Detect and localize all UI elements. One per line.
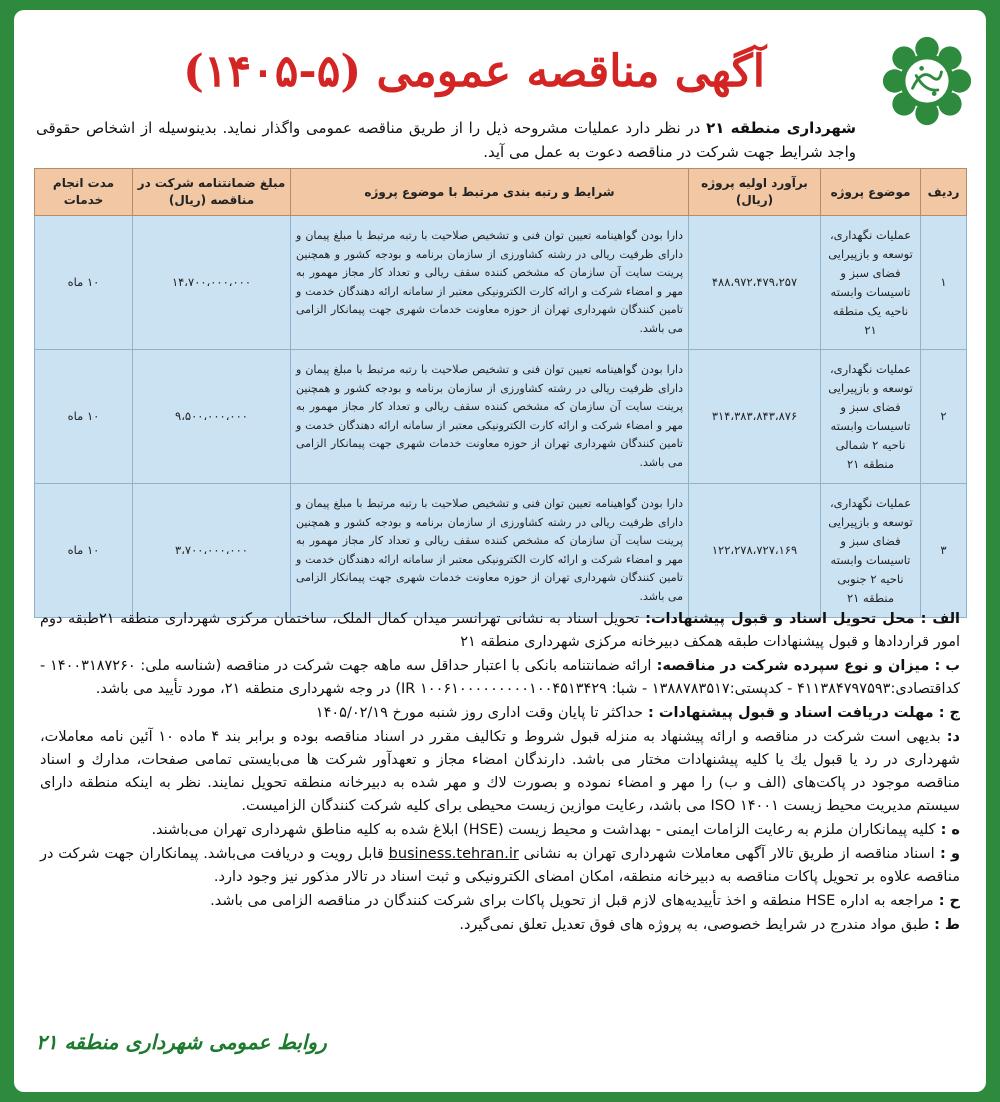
header-duration: مدت انجام خدمات <box>35 169 133 216</box>
section-dal-text: بدیهی است شرکت در مناقصه و ارائه پیشنهاد به منزله قبول شروط و تکالیف مقرر در اسناد مناقصه بوده و برابر بند ۴ ماده ۱۰ آئین نامه معاملات، شهرداری در رد یا قبول یك یا کلیه پیشنهادات مختار می باشد. دارندگان امضاء مجاز و تعهدآور شرکت ها می‌بایستی تمامی صفحات، مدارك و اسناد مناقصه موجود در پاکت‌های (الف و ب) را مهر و امضاء نموده و بصورت لاك و مهر شده به دبیرخانه منطقه تحویل نمایند. نظر به اینکه منطقه دارای سیستم مدیریت محیط زیست ISO ۱۴۰۰۱ می باشد، رعایت موازین زیست محیطی برای کلیه شرکت کنندگان الزامیست. <box>40 729 960 814</box>
section-ha-label: ح : <box>933 893 960 909</box>
section-dal-label: د: <box>940 729 960 745</box>
notice-title: آگهی مناقصه عمومی (۵-۱۴۰۵) <box>183 46 765 97</box>
section-alef <box>40 608 960 654</box>
header-estimate: برآورد اولیه پروژه (ریال) <box>689 169 821 216</box>
section-ta-text: طبق مواد مندرج در شرایط خصوصی، به پروژه های فوق تعدیل تعلق نمی‌گیرد. <box>459 917 930 933</box>
section-vav-text-before: اسناد مناقصه از طریق تالار آگهی معاملات شهرداری تهران به نشانی <box>518 846 935 862</box>
cell-row-number: ۲ <box>921 350 967 484</box>
section-ha <box>40 890 960 913</box>
section-be-text: ارائه ضمانتنامه بانکی با اعتبار حداقل سه ماهه جهت شرکت در مناقصه (شناسه ملی: ۱۴۰۰۳۱۸۷۲۶۰ - کداقتصادی:۴۱۱۳۸۴۷۹۷۵۹۳ - کدپستی:۱۳۸۸۷۸۳۵۱۷ - شبا: IR ۱۰۰۶۱۰۰۰۰۰۰۰۰۰۱۰۰۴۵۱۳۴۲۹) در وجه شهرداری منطقه ۲۱، مورد تأیید می باشد. <box>40 658 960 697</box>
public-relations-signature: روابط عمومی شهرداری منطقه ۲۱ <box>36 1030 327 1054</box>
cell-conditions: دارا بودن گواهینامه تعیین توان فنی و تشخیص صلاحیت با رتبه مرتبط با مبلغ پیمان و دارای ظرفیت ریالی در رشته کشاورزی از سازمان برنامه و بودجه کشور و همچنین پرینت سایت آن سازمان که مشخص کننده سقف ریالی و تعداد کار مجاز مهمور به مهر و امضاء شرکت و ارائه کارت الکترونیکی معتبر از سامانه ارائه دهندگان خدمت و تامین کنندگان شهرداری تهران از حوزه معاونت خدمات شهری جهت پیمانکار الزامی می باشد. <box>291 484 689 618</box>
notice-sections <box>40 608 960 938</box>
section-alef-label: الف : <box>914 611 961 627</box>
cell-duration: ۱۰ ماه <box>35 350 133 484</box>
cell-estimate: ۳۱۴،۳۸۳،۸۴۳،۸۷۶ <box>689 350 821 484</box>
cell-conditions: دارا بودن گواهینامه تعیین توان فنی و تشخیص صلاحیت با رتبه مرتبط با مبلغ پیمان و دارای ظرفیت ریالی در رشته کشاورزی از سازمان برنامه و بودجه کشور و همچنین پرینت سایت آن سازمان که مشخص کننده سقف ریالی و تعداد کار مجاز مهمور به مهر و امضاء شرکت و ارائه کارت الکترونیکی معتبر از سامانه ارائه دهندگان خدمت و تامین کنندگان شهرداری تهران از حوزه معاونت خدمات شهری جهت پیمانکار الزامی می باشد. <box>291 350 689 484</box>
cell-duration: ۱۰ ماه <box>35 216 133 350</box>
business-tehran-link[interactable]: business.tehran.ir <box>388 846 519 862</box>
section-alef-text: تحویل اسناد به نشانی تهرانسر میدان کمال الملک، ساختمان مرکزی شهرداری منطقه ۲۱طبقه دوم امور قراردادها و قبول پیشنهادات طبقه همکف دبیرخانه مرکزی شهرداری منطقه ۲۱ <box>40 611 960 650</box>
header-guarantee: مبلغ ضمانتنامه شرکت در مناقصه (ریال) <box>133 169 291 216</box>
cell-row-number: ۳ <box>921 484 967 618</box>
section-jim-title: مهلت دریافت اسناد و قبول پیشنهادات : <box>642 705 934 721</box>
cell-subject: عملیات نگهداری، توسعه و بازپیرایی فضای سبز و تاسیسات وابسته ناحیه ۲ جنوبی منطقه ۲۱ <box>821 484 921 618</box>
table-row <box>35 350 967 484</box>
cell-estimate: ۴۸۸،۹۷۲،۴۷۹،۲۵۷ <box>689 216 821 350</box>
section-be <box>40 655 960 701</box>
header-conditions: شرایط و رتبه بندی مرتبط با موضوع پروژه <box>291 169 689 216</box>
intro-text: در نظر دارد عملیات مشروحه ذیل را از طریق مناقصه عمومی واگذار نماید. بدینوسیله از اشخاص حقوقی واجد شرایط جهت شرکت در مناقصه دعوت به عمل می آید. <box>36 119 856 161</box>
section-jim-label: ج : <box>933 705 960 721</box>
section-be-label: ب : <box>929 658 961 674</box>
notice-intro <box>36 116 856 164</box>
cell-row-number: ۱ <box>921 216 967 350</box>
section-he-label: ه : <box>935 822 960 838</box>
section-vav-label: و : <box>934 846 960 862</box>
cell-guarantee: ۱۴،۷۰۰،۰۰۰،۰۰۰ <box>133 216 291 350</box>
section-alef-title: محل تحویل اسناد و قبول پیشنهادات: <box>639 611 915 627</box>
table-header-row <box>35 169 967 216</box>
intro-municipality: شهرداری منطقه ۲۱ <box>706 119 856 137</box>
section-dal <box>40 726 960 818</box>
header-subject: موضوع پروژه <box>821 169 921 216</box>
section-ha-text: مراجعه به اداره HSE منطقه و اخذ تأییدیه‌های لازم قبل از تحویل پاکات برای شرکت کنندگان در مناقصه الزامی می باشد. <box>210 893 934 909</box>
notice-frame <box>14 10 986 1092</box>
table-row <box>35 484 967 618</box>
table-row <box>35 216 967 350</box>
cell-estimate: ۱۲۲،۲۷۸،۷۲۷،۱۶۹ <box>689 484 821 618</box>
cell-guarantee: ۳،۷۰۰،۰۰۰،۰۰۰ <box>133 484 291 618</box>
cell-duration: ۱۰ ماه <box>35 484 133 618</box>
section-he <box>40 819 960 842</box>
header-row-number: ردیف <box>921 169 967 216</box>
section-he-text: کلیه پیمانکاران ملزم به رعایت الزامات ایمنی - بهداشت و محیط زیست (HSE) ابلاغ شده به کلیه مناطق شهرداری تهران می‌باشند. <box>151 822 936 838</box>
section-ta <box>40 914 960 937</box>
section-vav <box>40 843 960 889</box>
section-jim-text: حداکثر تا پایان وقت اداری روز شنبه مورخ ۱۴۰۵/۰۲/۱۹ <box>315 705 643 721</box>
cell-conditions: دارا بودن گواهینامه تعیین توان فنی و تشخیص صلاحیت با رتبه مرتبط با مبلغ پیمان و دارای ظرفیت ریالی در رشته کشاورزی از سازمان برنامه و بودجه کشور و همچنین پرینت سایت آن سازمان که مشخص کننده سقف ریالی و تعداد کار مجاز مهمور به مهر و امضاء شرکت و ارائه کارت الکترونیکی معتبر از سامانه ارائه دهندگان خدمت و تامین کنندگان شهرداری تهران از حوزه معاونت خدمات شهری جهت پیمانکار الزامی می باشد. <box>291 216 689 350</box>
section-ta-label: ط : <box>929 917 960 933</box>
tender-table <box>34 168 967 618</box>
section-jim <box>40 702 960 725</box>
tehran-municipality-logo-icon <box>882 36 972 126</box>
notice-header <box>14 10 986 170</box>
cell-subject: عملیات نگهداری، توسعه و بازپیرایی فضای سبز و تاسیسات وابسته ناحیه یک منطقه ۲۱ <box>821 216 921 350</box>
section-vav-text-after: قابل رویت و دریافت می‌باشد. پیمانکاران جهت شرکت در مناقصه علاوه بر تحویل پاکات مناقصه به دبیرخانه منطقه، امکان امضای الکترونیکی و ثبت اسناد در تالار مذکور نیز وجود دارد. <box>40 846 960 885</box>
cell-guarantee: ۹،۵۰۰،۰۰۰،۰۰۰ <box>133 350 291 484</box>
section-be-title: میزان و نوع سپرده شرکت در مناقصه: <box>651 658 930 674</box>
cell-subject: عملیات نگهداری، توسعه و بازپیرایی فضای سبز و تاسیسات وابسته ناحیه ۲ شمالی منطقه ۲۱ <box>821 350 921 484</box>
